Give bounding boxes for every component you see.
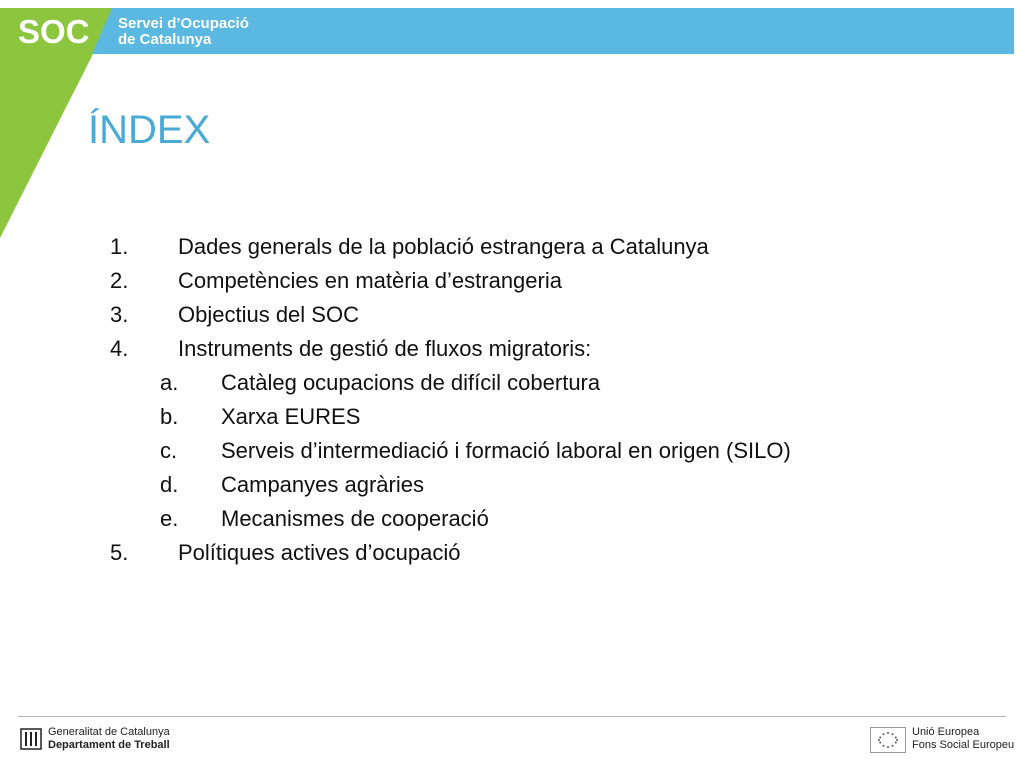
toc-subitem-letter: c. bbox=[160, 438, 178, 463]
toc-subitem-letter: b. bbox=[160, 404, 179, 429]
toc-item-text: Polítiques actives d’ocupació bbox=[178, 540, 461, 565]
toc-subitem-text: Serveis d’intermediació i formació laboral en origen (SILO) bbox=[221, 438, 791, 463]
gencat-stripes-icon bbox=[20, 728, 42, 750]
eu-flag-icon bbox=[870, 727, 906, 753]
toc-item-text: Competències en matèria d’estrangeria bbox=[178, 268, 562, 293]
eu-branding bbox=[912, 726, 1014, 752]
toc-item-text: Objectius del SOC bbox=[178, 302, 359, 327]
fund-name: Fons Social Europeu bbox=[912, 739, 1015, 751]
gencat-branding bbox=[48, 726, 170, 752]
organization-name-line1: Servei d’Ocupació bbox=[118, 15, 249, 32]
soc-logo: SOC bbox=[18, 13, 90, 50]
toc-subitem-letter: e. bbox=[160, 506, 179, 531]
toc-subitem-text: Catàleg ocupacions de difícil cobertura bbox=[221, 370, 601, 395]
toc-subitem-text: Campanyes agràries bbox=[221, 472, 424, 497]
toc-subitem-letter: a. bbox=[160, 370, 179, 395]
page-title: ÍNDEX bbox=[88, 108, 211, 152]
footer-divider bbox=[18, 716, 1006, 717]
organization-name-line2: de Catalunya bbox=[118, 31, 212, 48]
toc-item-number: 1. bbox=[110, 234, 129, 259]
department-name: Departament de Treball bbox=[48, 739, 170, 751]
toc-subitem-text: Mecanismes de cooperació bbox=[221, 506, 489, 531]
toc-item-number: 3. bbox=[110, 302, 129, 327]
toc-item-number: 2. bbox=[110, 268, 129, 293]
toc-subitem-text: Xarxa EURES bbox=[221, 404, 361, 429]
gencat-name: Generalitat de Catalunya bbox=[48, 726, 170, 738]
organization-name bbox=[118, 16, 249, 48]
toc-subitem-letter: d. bbox=[160, 472, 179, 497]
side-accent-wedge bbox=[0, 54, 100, 240]
toc-item-number: 5. bbox=[110, 540, 129, 565]
toc-item-text: Instruments de gestió de fluxos migratoris: bbox=[178, 336, 592, 361]
toc-item-text: Dades generals de la població estrangera a Catalunya bbox=[178, 234, 709, 259]
toc-item-number: 4. bbox=[110, 336, 129, 361]
eu-name: Unió Europea bbox=[912, 726, 980, 738]
